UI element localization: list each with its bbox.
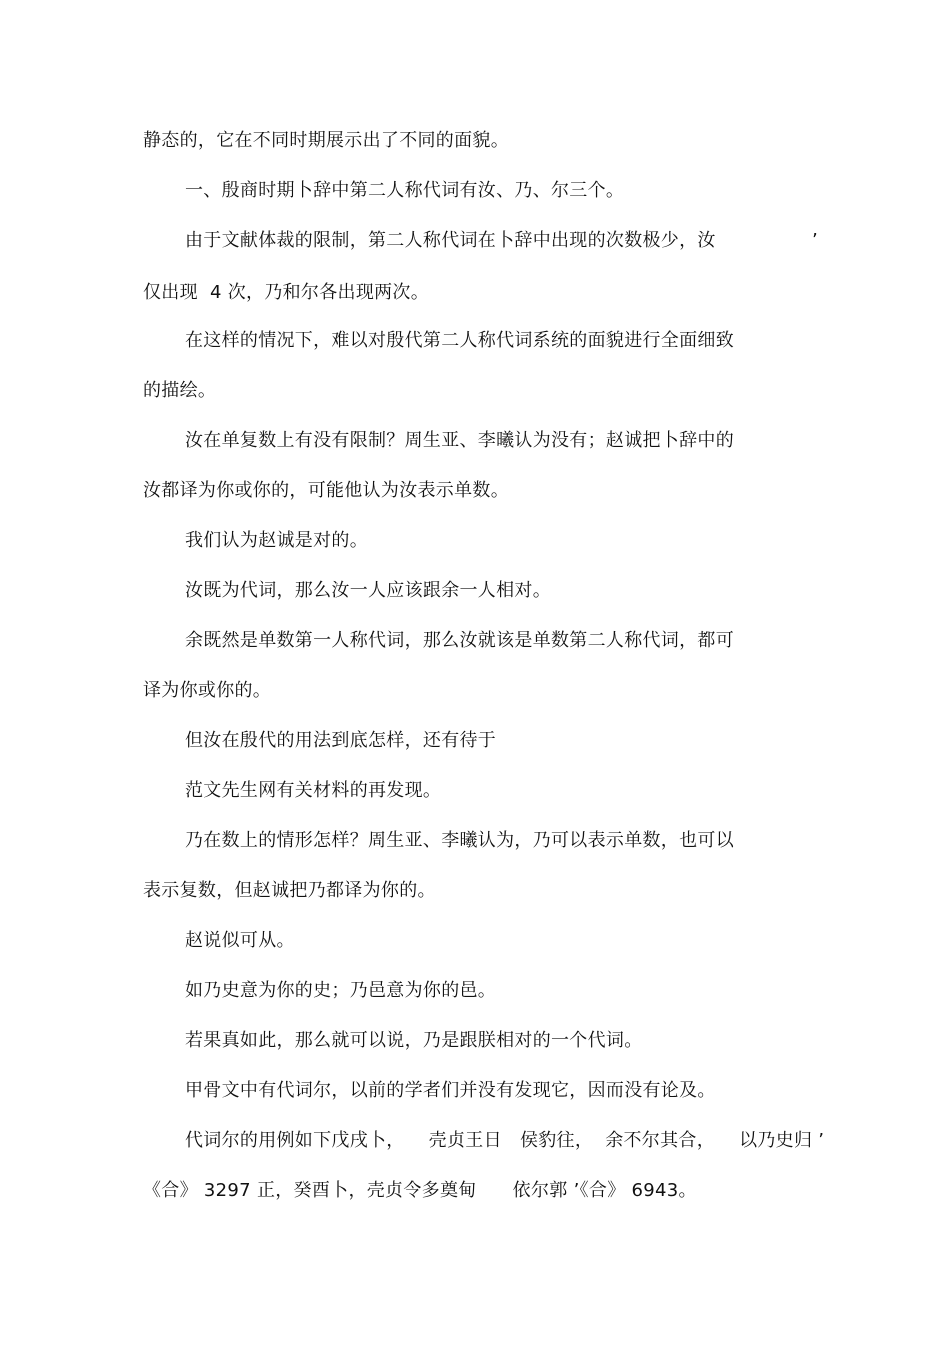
- text-line: 汝既为代词，那么汝一人应该跟余一人相对。: [185, 580, 551, 601]
- text-line: 的描绘。: [143, 380, 217, 401]
- text-line: 《合》 3297 正，癸酉卜，壳贞令多奠甸 依尔郭 ’《合》 6943。: [143, 1180, 697, 1201]
- text-line: 余既然是单数第一人称代词，那么汝就该是单数第二人称代词，都可: [185, 630, 734, 651]
- text-line: 由于文献体裁的限制，第二人称代词在卜辞中出现的次数极少，汝 ’: [185, 230, 819, 251]
- text-line: 赵说似可从。: [185, 930, 295, 951]
- text-line: 一、殷商时期卜辞中第二人称代词有汝、乃、尔三个。: [185, 180, 625, 201]
- text-line: 但汝在殷代的用法到底怎样，还有待于: [185, 730, 497, 751]
- text-line: 乃在数上的情形怎样？周生亚、李曦认为，乃可以表示单数，也可以: [185, 830, 734, 851]
- text-line: 若果真如此，那么就可以说，乃是跟朕相对的一个代词。: [185, 1030, 643, 1051]
- text-line: 如乃史意为你的史；乃邑意为你的邑。: [185, 980, 497, 1001]
- text-line: 汝在单复数上有没有限制？周生亚、李曦认为没有；赵诚把卜辞中的: [185, 430, 734, 451]
- text-line: 在这样的情况下，难以对殷代第二人称代词系统的面貌进行全面细致: [185, 330, 734, 351]
- text-line: 范文先生网有关材料的再发现。: [185, 780, 442, 801]
- text-line: 译为你或你的。: [143, 680, 272, 701]
- text-line: 代词尔的用例如下戊戌卜， 壳贞王日 侯豹往， 余不尔其合， 以乃史归 ’: [185, 1130, 825, 1151]
- text-line: 静态的，它在不同时期展示出了不同的面貌。: [143, 130, 509, 151]
- text-line: 汝都译为你或你的，可能他认为汝表示单数。: [143, 480, 509, 501]
- text-line: 我们认为赵诚是对的。: [185, 530, 368, 551]
- text-line: 甲骨文中有代词尔，以前的学者们并没有发现它，因而没有论及。: [185, 1080, 716, 1101]
- text-line: 仅出现 4 次，乃和尔各出现两次。: [143, 282, 430, 303]
- text-line: 表示复数，但赵诚把乃都译为你的。: [143, 880, 436, 901]
